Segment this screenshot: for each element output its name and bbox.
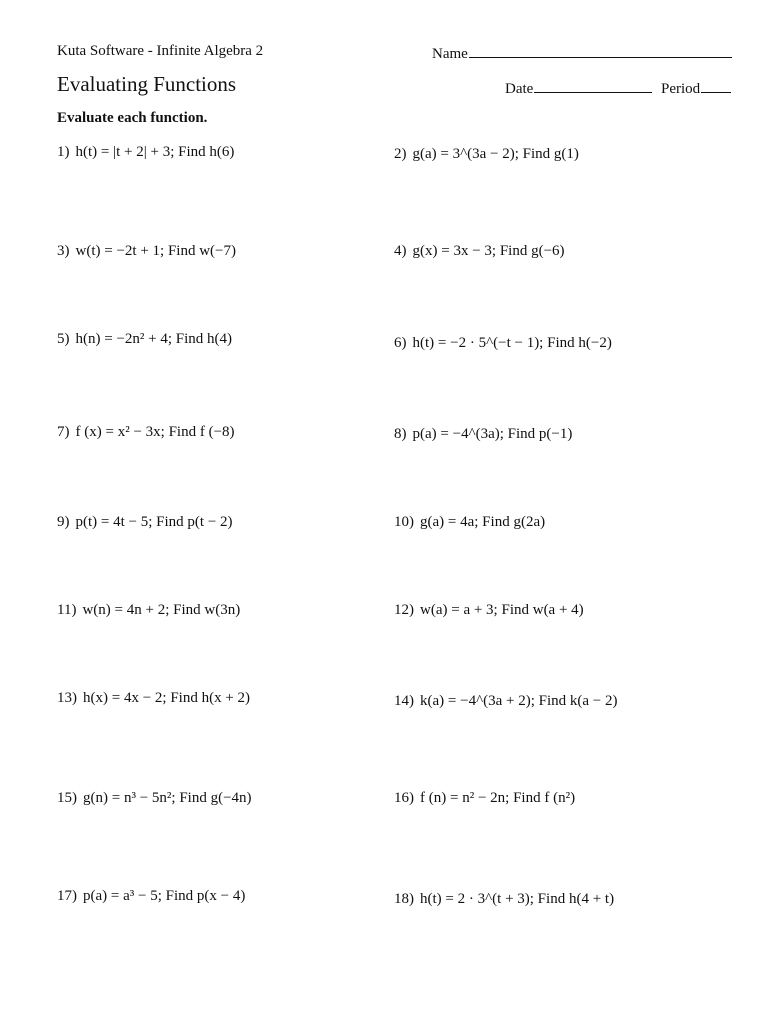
problem-16 xyxy=(394,790,575,807)
name-line[interactable] xyxy=(469,43,732,58)
problem-14 xyxy=(394,693,618,710)
problem-number: 2) xyxy=(394,146,407,162)
problem-expression: w(a) = a + 3; Find w(a + 4) xyxy=(420,602,584,618)
period-field[interactable] xyxy=(661,78,731,98)
problem-number: 17) xyxy=(57,888,77,904)
problem-13 xyxy=(57,690,250,707)
problem-18 xyxy=(394,891,614,908)
date-label: Date xyxy=(505,81,534,97)
problem-15 xyxy=(57,790,252,807)
problem-number: 16) xyxy=(394,790,414,806)
problem-number: 5) xyxy=(57,331,70,347)
problem-17 xyxy=(57,888,245,905)
problem-1 xyxy=(57,144,234,161)
problem-12 xyxy=(394,602,584,619)
problem-expression: w(n) = 4n + 2; Find w(3n) xyxy=(82,602,241,618)
problem-number: 12) xyxy=(394,602,414,618)
problem-expression: p(t) = 4t − 5; Find p(t − 2) xyxy=(75,514,233,530)
problem-6 xyxy=(394,335,612,352)
problem-expression: p(a) = −4^(3a); Find p(−1) xyxy=(412,426,573,442)
problem-number: 9) xyxy=(57,514,70,530)
problem-expression: h(t) = −2 · 5^(−t − 1); Find h(−2) xyxy=(412,335,612,351)
problem-expression: g(a) = 3^(3a − 2); Find g(1) xyxy=(412,146,579,162)
problem-3 xyxy=(57,243,236,260)
problem-11 xyxy=(57,602,240,619)
problem-expression: h(t) = |t + 2| + 3; Find h(6) xyxy=(75,144,235,160)
problem-number: 6) xyxy=(394,335,407,351)
name-label: Name xyxy=(432,46,468,62)
date-field[interactable] xyxy=(505,78,652,98)
problem-expression: f (x) = x² − 3x; Find f (−8) xyxy=(75,424,235,440)
date-line[interactable] xyxy=(534,78,652,93)
problem-number: 13) xyxy=(57,690,77,706)
problem-expression: h(x) = 4x − 2; Find h(x + 2) xyxy=(83,690,251,706)
problem-5 xyxy=(57,331,232,348)
problem-expression: f (n) = n² − 2n; Find f (n²) xyxy=(420,790,576,806)
problem-expression: h(n) = −2n² + 4; Find h(4) xyxy=(75,331,233,347)
problem-expression: g(n) = n³ − 5n²; Find g(−4n) xyxy=(83,790,252,806)
problem-number: 1) xyxy=(57,144,70,160)
software-label: Kuta Software - Infinite Algebra 2 xyxy=(57,43,264,59)
problem-2 xyxy=(394,146,579,163)
period-line[interactable] xyxy=(701,78,731,93)
period-label: Period xyxy=(661,81,701,97)
problem-number: 7) xyxy=(57,424,70,440)
problem-number: 3) xyxy=(57,243,70,259)
problem-number: 8) xyxy=(394,426,407,442)
instructions: Evaluate each function. xyxy=(57,110,208,126)
problem-number: 15) xyxy=(57,790,77,806)
problem-number: 4) xyxy=(394,243,407,259)
problem-8 xyxy=(394,426,572,443)
worksheet-title: Evaluating Functions xyxy=(57,72,237,96)
problem-number: 11) xyxy=(57,602,77,618)
problem-7 xyxy=(57,424,235,441)
problem-number: 18) xyxy=(394,891,414,907)
name-field[interactable] xyxy=(432,43,732,63)
problem-number: 10) xyxy=(394,514,414,530)
problem-expression: g(a) = 4a; Find g(2a) xyxy=(420,514,546,530)
problem-expression: p(a) = a³ − 5; Find p(x − 4) xyxy=(83,888,246,904)
problem-4 xyxy=(394,243,565,260)
problem-expression: w(t) = −2t + 1; Find w(−7) xyxy=(75,243,236,259)
problem-9 xyxy=(57,514,233,531)
problem-expression: h(t) = 2 · 3^(t + 3); Find h(4 + t) xyxy=(420,891,615,907)
problem-10 xyxy=(394,514,545,531)
problem-number: 14) xyxy=(394,693,414,709)
problem-expression: g(x) = 3x − 3; Find g(−6) xyxy=(412,243,565,259)
problem-expression: k(a) = −4^(3a + 2); Find k(a − 2) xyxy=(420,693,618,709)
